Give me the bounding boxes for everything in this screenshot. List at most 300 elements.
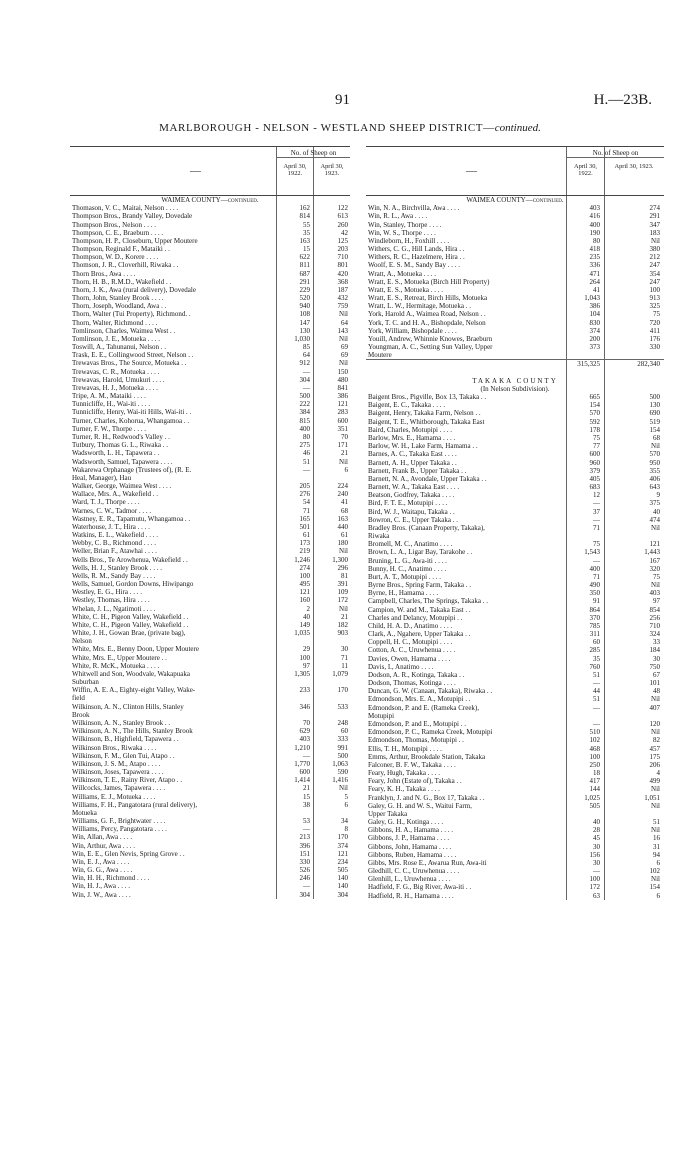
- sheep-count-1922: 350: [589, 589, 600, 598]
- table-row: [366, 614, 664, 622]
- table-row: [70, 882, 350, 890]
- sheep-count-1923: 499: [649, 777, 660, 786]
- sheep-count-1923: 304: [337, 890, 348, 899]
- entry-name: Hadfield, F. G., Big River, Awa-iti . .: [368, 883, 472, 892]
- table-row: [366, 418, 664, 426]
- sheep-count-1923: 109: [337, 588, 348, 597]
- sheep-count-1923: 375: [649, 499, 660, 508]
- sheep-count-1923: 51: [653, 818, 660, 827]
- entry-name: Falconer, B. F. W., Takaka . . . .: [368, 760, 456, 769]
- sheep-count-1922: 229: [299, 285, 310, 294]
- entry-name: Bowron, C. E., Upper Takaka . .: [368, 515, 458, 524]
- sheep-count-1923: 150: [337, 367, 348, 376]
- table-row: [366, 319, 664, 327]
- entry-name: WAIMEA COUNTY—continued.: [161, 196, 259, 204]
- entry-name: Motueka: [72, 808, 97, 817]
- sheep-count-1922: 46: [303, 449, 310, 458]
- entry-name: Ward, T. J., Thorpe . . . .: [72, 498, 140, 507]
- entry-name: Williams, F. H., Pangatotara (rural delivery),: [72, 800, 198, 809]
- sheep-count-1923: 248: [337, 719, 348, 727]
- entry-name: Campbell, Charles, The Springs, Takaka . .: [368, 597, 488, 606]
- sheep-count-1923: 432: [337, 294, 348, 303]
- sheep-count-1922: 190: [589, 228, 600, 237]
- sheep-count-1922: 370: [589, 613, 600, 622]
- column-divider: [604, 196, 605, 900]
- entry-name: Davies, Owen, Hamama . . . .: [368, 654, 451, 663]
- column-divider: [313, 196, 314, 899]
- table-row: [366, 467, 664, 475]
- entry-name: Child, H. A. D., Anatimo . . . .: [368, 621, 453, 630]
- sheep-count-1922: 400: [589, 564, 600, 573]
- sheep-count-1922: 346: [299, 702, 310, 711]
- sheep-count-1923: 121: [649, 540, 660, 549]
- entry-name: Youill, Andrew, Whinnie Knowes, Braeburn: [368, 334, 493, 343]
- table-row: [366, 883, 664, 891]
- sheep-count-1922: 246: [299, 874, 310, 883]
- table-row: [366, 261, 664, 269]
- sheep-count-1923: 500: [337, 751, 348, 760]
- entry-name: Win, J. W., Awa . . . .: [72, 890, 131, 899]
- entry-name: Thomson, J. R., Cloverhill, Riwaka . .: [72, 261, 179, 270]
- table-row: [70, 351, 350, 359]
- sheep-count-1922: 51: [303, 457, 310, 466]
- sheep-count-1923: 11: [341, 661, 348, 670]
- sheep-count-1923: 903: [337, 629, 348, 638]
- sheep-count-1922: 172: [589, 883, 600, 892]
- entry-name: Tunnicliffe, Henry, Wai-iti Hills, Wai-iti . .: [72, 408, 192, 417]
- sheep-count-1923: 420: [337, 269, 348, 278]
- sheep-count-1923: 6: [656, 891, 660, 900]
- sheep-count-1923: 710: [337, 253, 348, 262]
- sheep-count-1923: 122: [337, 204, 348, 213]
- entry-name: Edmondson, P. and E. (Rameka Creek),: [368, 703, 480, 712]
- table-row: [70, 204, 350, 212]
- sheep-count-1922: 275: [299, 441, 310, 450]
- sheep-count-1923: 333: [337, 735, 348, 744]
- entry-name: TAKAKA COUNTY: [472, 376, 558, 385]
- table-row: [70, 842, 350, 850]
- entry-name: Whelan, J. L., Ngatimoti . . . .: [72, 604, 156, 613]
- sheep-count-1922: 162: [299, 204, 310, 213]
- entry-name: Edmondson, P. and E., Motupipi . .: [368, 720, 467, 728]
- sheep-count-1922: 53: [303, 817, 310, 826]
- sheep-count-1922: 80: [303, 432, 310, 441]
- sheep-count-1923: 347: [649, 220, 660, 229]
- entry-name: Wilkinson, F. M., Glen Tui, Atapo . .: [72, 751, 175, 760]
- sheep-count-1923: 120: [649, 720, 660, 728]
- sheep-count-1922: 285: [589, 646, 600, 655]
- sheep-count-1923: 533: [337, 702, 348, 711]
- entry-name: Gibbs, Mrs. Rose E., Awarua Run, Awa-iti: [368, 858, 487, 867]
- sheep-count-1922: 219: [299, 547, 310, 556]
- sheep-count-1922: 396: [299, 841, 310, 850]
- table-row: [366, 294, 664, 302]
- table-row: [366, 557, 664, 565]
- sheep-count-1923: 4: [656, 769, 660, 778]
- table-row: [70, 760, 350, 768]
- sheep-count-1923: Nil: [339, 457, 348, 466]
- sheep-count-1923: 325: [649, 302, 660, 311]
- table-row: [366, 491, 664, 499]
- entry-name: Wilkinson, T. E., Rainy River, Atapo . .: [72, 776, 183, 785]
- table-row: [366, 834, 664, 842]
- table-row: [366, 212, 664, 220]
- entry-name: White, C. H., Pigeon Valley, Wakefield . .: [72, 620, 189, 629]
- sheep-count-1923: 68: [341, 506, 348, 515]
- sheep-count-1922: 1,543: [584, 548, 600, 557]
- table-row: [70, 621, 350, 629]
- sheep-count-1922: 63: [593, 891, 600, 900]
- sheep-count-1923: 71: [341, 653, 348, 662]
- entry-name: Webby, C. B., Richmond . . . .: [72, 539, 156, 548]
- sheep-count-1923: 81: [341, 571, 348, 580]
- table-row: [70, 727, 350, 735]
- sheep-count-1923: 33: [653, 638, 660, 647]
- entry-name: Clark, A., Ngahere, Upper Takaka . .: [368, 630, 471, 639]
- right-header-no-of-sheep: No. of Sheep on: [567, 149, 664, 158]
- sheep-count-1923: 1,063: [332, 759, 348, 768]
- entry-name: Wells, H. J., Stanley Brook . . . .: [72, 563, 163, 572]
- sheep-count-1922: 38: [303, 800, 310, 809]
- table-row: [70, 474, 350, 482]
- entry-name: Coppell, H. C., Motupipi . . . .: [368, 638, 453, 647]
- sheep-count-1922: 235: [589, 253, 600, 262]
- total-row: [366, 359, 664, 368]
- sheep-count-1922: 276: [299, 490, 310, 499]
- table-row: [366, 655, 664, 663]
- sheep-count-1923: 203: [337, 245, 348, 254]
- sheep-count-1922: 77: [593, 442, 600, 451]
- sheep-count-1923: 171: [337, 441, 348, 450]
- entry-name: Win, W. S., Thorpe . . . .: [368, 228, 436, 237]
- sheep-count-1923: 759: [337, 302, 348, 311]
- entry-name: Bunny, H. C., Anatimo . . . .: [368, 564, 447, 573]
- sheep-count-1922: 304: [299, 375, 310, 384]
- sheep-count-1923: 75: [653, 572, 660, 581]
- sheep-count-1923: Nil: [339, 547, 348, 556]
- sheep-count-1922: 490: [589, 581, 600, 590]
- table-row: [70, 425, 350, 433]
- table-row: [70, 229, 350, 237]
- sheep-count-1923: 125: [337, 236, 348, 245]
- sheep-count-1922: 912: [299, 359, 310, 368]
- table-row: [366, 499, 664, 507]
- sheep-count-1922: 250: [589, 760, 600, 769]
- sheep-count-1923: 94: [653, 850, 660, 859]
- sheep-count-1923: 247: [649, 261, 660, 270]
- table-row: [366, 310, 664, 318]
- sheep-count-1923: Nil: [651, 581, 660, 590]
- sheep-count-1923: 643: [649, 483, 660, 492]
- sheep-count-1923: Nil: [339, 604, 348, 613]
- sheep-count-1922: 173: [299, 539, 310, 548]
- sheep-count-1923: 60: [341, 727, 348, 736]
- sheep-count-1923: 570: [649, 450, 660, 459]
- sheep-count-1922: 592: [589, 417, 600, 426]
- entry-name: Barnett, Frank B., Upper Takaka . .: [368, 466, 467, 475]
- table-row: [366, 606, 664, 614]
- entry-name: Wilkinson, J. S. M., Atapo . . . .: [72, 759, 161, 768]
- sheep-count-1922: 311: [589, 630, 600, 639]
- entry-name: Whitwell and Son, Woodvale, Wakapuaka: [72, 669, 190, 678]
- sheep-count-1923: 330: [649, 343, 660, 352]
- table-row: [366, 638, 664, 646]
- entry-name: Wratt, E. S., Motueka (Birch Hill Property): [368, 277, 490, 286]
- table-row: [366, 728, 664, 736]
- sheep-count-1922: 71: [593, 523, 600, 532]
- table-row: [70, 482, 350, 490]
- entry-name: Baigent, Henry, Takaka Farm, Nelson . .: [368, 409, 481, 418]
- sheep-count-1922: 40: [593, 818, 600, 827]
- sheep-count-1923: 1,443: [644, 548, 660, 557]
- table-row: [366, 777, 664, 785]
- entry-name: Win, Arthur, Awa . . . .: [72, 841, 135, 850]
- entry-name: Burt, A. T., Motupipi . . . .: [368, 572, 442, 581]
- table-row: [70, 458, 350, 466]
- table-row: [70, 245, 350, 253]
- left-table-header: [70, 146, 350, 196]
- entry-name: Feary, John (Estate of), Takaka . .: [368, 777, 462, 786]
- sheep-count-1922: 374: [589, 326, 600, 335]
- table-row: [366, 237, 664, 245]
- table-row: [70, 866, 350, 874]
- table-row: [70, 384, 350, 392]
- table-row: [70, 441, 350, 449]
- sheep-count-1922: 51: [593, 695, 600, 704]
- table-row: [70, 237, 350, 245]
- table-row: [70, 735, 350, 743]
- table-row: [366, 409, 664, 417]
- table-row: [70, 449, 350, 457]
- entry-name: Baigent Bros., Pigville, Box 13, Takaka . .: [368, 393, 487, 402]
- table-row: [70, 833, 350, 841]
- entry-name: Withers, R. C., Hazelmere, Hira . .: [368, 253, 465, 262]
- sheep-count-1923: 1,051: [644, 793, 660, 802]
- table-row: [366, 736, 664, 744]
- table-row: [366, 843, 664, 851]
- sheep-count-1923: 320: [649, 564, 660, 573]
- sheep-count-1922: 165: [299, 514, 310, 523]
- sheep-count-1922: 405: [589, 474, 600, 483]
- entry-name: Beatson, Godfrey, Takaka . . . .: [368, 491, 455, 500]
- sheep-count-1922: 55: [303, 220, 310, 229]
- sheep-count-1922: —: [303, 367, 310, 376]
- sheep-count-1922: 154: [589, 401, 600, 410]
- entry-name: Franklyn, J. and N. G., Box 17, Takaka . .: [368, 793, 485, 802]
- table-row: [366, 442, 664, 450]
- entry-name: field: [72, 694, 85, 703]
- sheep-count-1923: 69: [341, 343, 348, 352]
- table-row: [70, 891, 350, 899]
- entry-name: Win, Stanley, Thorpe . . . .: [368, 220, 442, 229]
- sheep-count-1922: 70: [303, 719, 310, 727]
- entry-name: Wallace, Mrs. A., Wakefield . .: [72, 490, 159, 499]
- table-row: [366, 712, 664, 720]
- column-divider: [276, 196, 277, 899]
- table-row: [366, 221, 664, 229]
- sheep-count-1922: 384: [299, 408, 310, 417]
- entry-name: Wilkinson, A. N., Clinton Hills, Stanley: [72, 702, 184, 711]
- section-heading: [366, 196, 664, 204]
- table-row: [366, 679, 664, 687]
- sheep-count-1923: 182: [337, 620, 348, 629]
- entry-name: Withers, C. G., Hill Lands, Hira . .: [368, 245, 465, 254]
- sheep-count-1923: 212: [649, 253, 660, 262]
- entry-name: Wells, R. M., Sandy Bay . . . .: [72, 571, 156, 580]
- sheep-count-1922: 91: [593, 597, 600, 606]
- sheep-count-1922: 960: [589, 458, 600, 467]
- entry-name: Edmondson, Thomas, Motupipi . .: [368, 736, 464, 745]
- sheep-count-1922: 15: [303, 245, 310, 254]
- entry-name: Barlow, Mrs. E., Hamama . . . .: [368, 433, 456, 442]
- table-row: [366, 720, 664, 728]
- right-header-dash: —: [466, 165, 477, 177]
- table-row: [70, 629, 350, 637]
- entry-name: WAIMEA COUNTY—continued.: [466, 196, 564, 204]
- sheep-count-1923: 69: [341, 351, 348, 360]
- sheep-count-1923: 180: [337, 539, 348, 548]
- sheep-count-1922: 75: [593, 433, 600, 442]
- entry-name: Toswill, A., Tahunanui, Nelson . .: [72, 343, 166, 352]
- sheep-count-1923: 184: [649, 646, 660, 655]
- sheep-count-1922: 665: [589, 393, 600, 402]
- sheep-count-1923: 801: [337, 261, 348, 270]
- entry-name: Tomlinson, J. E., Motueka . . . .: [72, 334, 160, 343]
- sheep-count-1922: 75: [593, 540, 600, 549]
- sheep-count-1923: 374: [337, 841, 348, 850]
- entry-name: Wadsworth, Samuel, Tapawera . . . .: [72, 457, 173, 466]
- entry-name: Upper Takaka: [368, 809, 408, 818]
- sheep-count-1923: 121: [337, 400, 348, 409]
- table-row: [366, 548, 664, 556]
- table-row: [366, 810, 664, 818]
- sheep-count-1923: 64: [341, 318, 348, 327]
- table-row: [366, 761, 664, 769]
- sheep-count-1922: 2: [306, 604, 310, 613]
- sheep-count-1923: 61: [341, 531, 348, 540]
- entry-name: Wastney, E. R., Tapamutu, Whangamoa . .: [72, 514, 191, 523]
- entry-name: Cotton, A. C., Uruwhenua . . . .: [368, 646, 456, 655]
- left-header-year-1923: April 30, 1923.: [320, 163, 344, 177]
- sheep-count-1922: 264: [589, 277, 600, 286]
- entry-name: Trewavas, Harold, Umukuri . . . .: [72, 375, 165, 384]
- sheep-count-1923: 234: [337, 857, 348, 866]
- sheep-count-1922: 108: [299, 310, 310, 319]
- table-row: [70, 335, 350, 343]
- sheep-count-1923: 48: [653, 687, 660, 696]
- sheep-count-1922: 330: [299, 857, 310, 866]
- section-heading: [366, 377, 664, 385]
- sheep-count-1922: 200: [589, 334, 600, 343]
- sheep-count-1923: Nil: [651, 442, 660, 451]
- sheep-count-1922: 44: [593, 687, 600, 696]
- sheep-count-1922: —: [593, 867, 600, 876]
- sheep-count-1923: 274: [649, 204, 660, 213]
- sheep-count-1923: 42: [341, 228, 348, 237]
- sheep-count-1923: 291: [649, 212, 660, 221]
- right-column: [366, 146, 664, 900]
- sheep-count-1923: 163: [337, 514, 348, 523]
- sheep-count-1922: —: [593, 703, 600, 712]
- sheep-count-1922: —: [303, 882, 310, 891]
- entry-name: Hadfield, R. H., Hamama . . . .: [368, 891, 454, 900]
- right-header-year-1922: April 30, 1922.: [573, 163, 598, 177]
- entry-name: Thorn, J. K., Awa (rural delivery), Dovedale: [72, 285, 196, 294]
- sheep-count-1922: 570: [589, 409, 600, 418]
- sheep-count-1922: 1,770: [294, 759, 310, 768]
- entry-name: Baigent, T. E., Whitborough, Takaka East: [368, 417, 485, 426]
- entry-name: Bird, W. J., Waitapu, Takaka . .: [368, 507, 455, 516]
- sheep-count-1923: Nil: [651, 236, 660, 245]
- table-row: [366, 646, 664, 654]
- table-row: [366, 704, 664, 712]
- entry-name: Trewavas Bros., The Source, Motueka . .: [72, 359, 187, 368]
- entry-name: Weller, Brian F., Atawhai . . . .: [72, 547, 157, 556]
- sheep-count-1923: 600: [337, 416, 348, 425]
- entry-name: Wakarewa Orphanage (Trustees of), (R. E.: [72, 465, 192, 474]
- sheep-count-1923: 260: [337, 220, 348, 229]
- table-row: [70, 376, 350, 384]
- sheep-count-1922: 35: [593, 654, 600, 663]
- table-row: [70, 515, 350, 523]
- sheep-count-1922: 156: [589, 850, 600, 859]
- sheep-count-1922: 100: [299, 571, 310, 580]
- sheep-count-1923: 913: [649, 294, 660, 303]
- table-row: [366, 818, 664, 826]
- entry-name: Wilkinson, A. N., The Hills, Stanley Brook: [72, 727, 193, 736]
- sheep-count-1922: —: [593, 499, 600, 508]
- entry-name: Charles and Delancy, Motupipi . .: [368, 613, 463, 622]
- sheep-count-1923: 8: [344, 825, 348, 834]
- table-row: [70, 809, 350, 817]
- entry-name: Tutbury, Thomas G. L., Riwaka . .: [72, 441, 168, 450]
- entry-name: Moutere: [368, 351, 392, 360]
- sheep-count-1923: 30: [653, 654, 660, 663]
- entry-name: Wratt, A., Motueka . . . .: [368, 269, 436, 278]
- table-row: [70, 302, 350, 310]
- sheep-count-1922: 1,305: [294, 669, 310, 678]
- table-row: [366, 229, 664, 237]
- entry-name: Win, Allan, Awa . . . .: [72, 833, 133, 842]
- sheep-count-1922: 149: [299, 620, 310, 629]
- sheep-count-1923: Nil: [339, 310, 348, 319]
- sheep-count-1923: 40: [653, 507, 660, 516]
- sheep-count-1922: 1,414: [294, 776, 310, 785]
- entry-name: Walker, George, Waimea West . . . .: [72, 482, 172, 491]
- table-row: [366, 597, 664, 605]
- sheep-count-1922: 526: [299, 866, 310, 875]
- entry-name: Gibbons, H. A., Hamama . . . .: [368, 826, 453, 835]
- table-row: [366, 630, 664, 638]
- entry-name: Williams, E. J., Motueka . . . .: [72, 792, 156, 801]
- left-header-dash: —: [190, 165, 201, 177]
- entry-name: Win, N. A., Birchvilla, Awa . . . .: [368, 204, 460, 213]
- table-row: [366, 286, 664, 294]
- sheep-count-1923: 176: [649, 334, 660, 343]
- table-row: [366, 450, 664, 458]
- sheep-count-1922: 416: [589, 212, 600, 221]
- sheep-count-1922: 21: [303, 784, 310, 793]
- entry-name: Emms, Arthur, Brookdale Station, Takaka: [368, 752, 486, 761]
- sheep-count-1922: 1,035: [294, 629, 310, 638]
- table-row: [70, 596, 350, 604]
- sheep-count-1922: 291: [299, 277, 310, 286]
- sheep-count-1922: 100: [589, 752, 600, 761]
- sheep-count-1922: —: [303, 825, 310, 834]
- table-row: [366, 671, 664, 679]
- entry-name: Trewavas, C. R., Motueka . . . .: [72, 367, 160, 376]
- sheep-count-1922: 830: [589, 318, 600, 327]
